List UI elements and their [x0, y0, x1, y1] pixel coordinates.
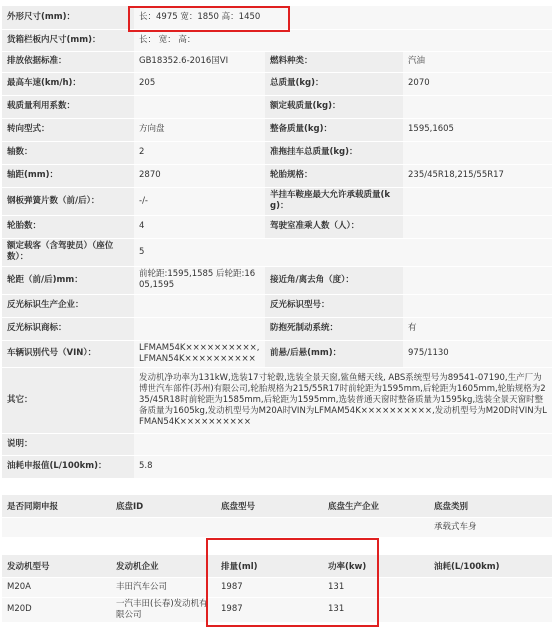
label-notes: 说明： [2, 433, 134, 455]
value-reflector-maker [134, 294, 265, 317]
label-track-width: 轮距（前/后)mm： [2, 266, 134, 294]
value-fuel-type: 汽油 [403, 51, 552, 72]
label-rated-load: 额定载质量(kg)： [265, 95, 403, 118]
value-seats: 5 [134, 238, 552, 266]
chassis-cell-same-period [2, 517, 111, 537]
spec-row-cargo-box [2, 29, 552, 51]
spec-row-notes [2, 433, 552, 455]
spec-row-load-coefficient [2, 95, 552, 118]
chassis-cell-category: 承载式车身 [429, 517, 552, 537]
chassis-header-same-period: 是否同期申报 [2, 495, 111, 517]
label-seats: 额定载客（含驾驶员）（座位数）： [2, 238, 134, 266]
label-dimensions: 外形尺寸(mm)： [2, 6, 134, 29]
label-reflector-maker: 反光标识生产企业： [2, 294, 134, 317]
label-curb-weight: 整备质量(kg)： [265, 118, 403, 141]
spec-row-speed [2, 72, 552, 95]
label-vin: 车辆识别代号（VIN）： [2, 340, 134, 367]
engine-cell-power: 131 [323, 597, 429, 622]
value-vin: LFMAM54K××××××××××,LFMAN54K×××××××××× [134, 340, 265, 367]
value-trailer-mass [403, 141, 552, 164]
spec-row-fuel-consumption [2, 455, 552, 478]
value-wheelbase: 2870 [134, 164, 265, 187]
spec-row-leaf-springs [2, 187, 552, 215]
value-rated-load [403, 95, 552, 118]
spec-row-wheelbase [2, 164, 552, 187]
spec-row-dimensions [2, 6, 552, 29]
spec-row-tires [2, 215, 552, 238]
chassis-table [2, 495, 552, 537]
engine-header-row [2, 555, 552, 577]
label-total-mass: 总质量(kg)： [265, 72, 403, 95]
value-total-mass: 2070 [403, 72, 552, 95]
value-reflector-model [403, 294, 552, 317]
chassis-header-manufacturer: 底盘生产企业 [323, 495, 429, 517]
spec-row-vin [2, 340, 552, 367]
value-tire-spec: 235/45R18,215/55R17 [403, 164, 552, 187]
value-leaf-springs: -/- [134, 187, 265, 215]
label-tire-spec: 轮胎规格： [265, 164, 403, 187]
engine-header-manufacturer: 发动机企业 [111, 555, 216, 577]
chassis-cell-id [111, 517, 216, 537]
spec-row-reflector-maker [2, 294, 552, 317]
table-row [2, 517, 552, 537]
value-approach-angle [403, 266, 552, 294]
spec-row-emission [2, 51, 552, 72]
value-fuel-consumption: 5.8 [134, 455, 552, 478]
label-other: 其它： [2, 367, 134, 433]
label-max-speed: 最高车速(km/h)： [2, 72, 134, 95]
value-cab-occupants [403, 215, 552, 238]
engine-header-displacement: 排量(ml) [216, 555, 323, 577]
engine-cell-displacement: 1987 [216, 577, 323, 597]
engine-cell-manufacturer: 丰田汽车公司 [111, 577, 216, 597]
engine-cell-model: M20A [2, 577, 111, 597]
chassis-header-model: 底盘型号 [216, 495, 323, 517]
label-steering: 转向型式： [2, 118, 134, 141]
label-fuel-consumption: 油耗申报值(L/100km)： [2, 455, 134, 478]
value-tire-count: 4 [134, 215, 265, 238]
engine-table [2, 555, 552, 622]
chassis-header-row [2, 495, 552, 517]
engine-cell-displacement: 1987 [216, 597, 323, 622]
spec-table [2, 6, 552, 479]
value-saddle-load [403, 187, 552, 215]
value-notes [134, 433, 552, 455]
label-saddle-load: 半挂车鞍座最大允许承载质量(kg)： [265, 187, 403, 215]
value-max-speed: 205 [134, 72, 265, 95]
table-row [2, 597, 552, 622]
value-other: 发动机净功率为131kW,选装17寸轮毂,选装全景天窗,鲨鱼鳍天线, ABS系统型号为89541-07190,生产厂为博世汽车部件(苏州)有限公司,轮胎规格为215/55R17时前轮距为1595mm,后轮距为1605mm,轮胎规格为235/45R18时前轮距为1585mm,后轮距为1595mm,选装普通天窗时整备质量为1595kg,选装全景天窗时整备质量为1605kg,发动机型号为M20A时VIN为LFMAM54K××××××××××,发动机型号为M20D时VIN为LFMAN54K×××××××××× [134, 367, 552, 433]
label-load-coefficient: 载质量利用系数： [2, 95, 134, 118]
spec-row-track [2, 266, 552, 294]
value-axle-count: 2 [134, 141, 265, 164]
label-reflector-model: 反光标识型号： [265, 294, 403, 317]
engine-cell-manufacturer: 一汽丰田(长春)发动机有限公司 [111, 597, 216, 622]
engine-cell-fuel-consumption [429, 577, 552, 597]
engine-header-model: 发动机型号 [2, 555, 111, 577]
spec-row-reflector-brand [2, 317, 552, 340]
spec-row-seats [2, 238, 552, 266]
spec-row-other [2, 367, 552, 433]
chassis-cell-model [216, 517, 323, 537]
value-reflector-brand [134, 317, 265, 340]
value-steering: 方向盘 [134, 118, 265, 141]
label-tire-count: 轮胎数： [2, 215, 134, 238]
label-overhang: 前悬/后悬(mm)： [265, 340, 403, 367]
value-curb-weight: 1595,1605 [403, 118, 552, 141]
engine-header-power: 功率(kw) [323, 555, 429, 577]
chassis-header-category: 底盘类别 [429, 495, 552, 517]
engine-cell-fuel-consumption [429, 597, 552, 622]
label-abs: 防抱死制动系统： [265, 317, 403, 340]
chassis-header-id: 底盘ID [111, 495, 216, 517]
chassis-cell-manufacturer [323, 517, 429, 537]
spec-row-axles [2, 141, 552, 164]
table-row [2, 577, 552, 597]
spec-row-steering [2, 118, 552, 141]
label-approach-angle: 接近角/离去角（度）： [265, 266, 403, 294]
value-overhang: 975/1130 [403, 340, 552, 367]
label-fuel-type: 燃料种类： [265, 51, 403, 72]
label-trailer-mass: 准拖挂车总质量(kg)： [265, 141, 403, 164]
value-track-width: 前轮距:1595,1585 后轮距:1605,1595 [134, 266, 265, 294]
value-cargo-box: 长： 宽： 高： [134, 29, 552, 51]
engine-header-fuel-consumption: 油耗(L/100km) [429, 555, 552, 577]
label-leaf-springs: 钢板弹簧片数（前/后）： [2, 187, 134, 215]
label-axle-count: 轴数： [2, 141, 134, 164]
value-dimensions: 长：4975 宽：1850 高：1450 [134, 6, 552, 29]
value-emission-standard: GB18352.6-2016国VI [134, 51, 265, 72]
value-load-coefficient [134, 95, 265, 118]
label-cab-occupants: 驾驶室准乘人数（人）： [265, 215, 403, 238]
value-abs: 有 [403, 317, 552, 340]
engine-cell-model: M20D [2, 597, 111, 622]
label-emission-standard: 排放依据标准： [2, 51, 134, 72]
engine-cell-power: 131 [323, 577, 429, 597]
label-wheelbase: 轴距(mm)： [2, 164, 134, 187]
label-reflector-brand: 反光标识商标： [2, 317, 134, 340]
label-cargo-box: 货箱栏板内尺寸(mm)： [2, 29, 134, 51]
